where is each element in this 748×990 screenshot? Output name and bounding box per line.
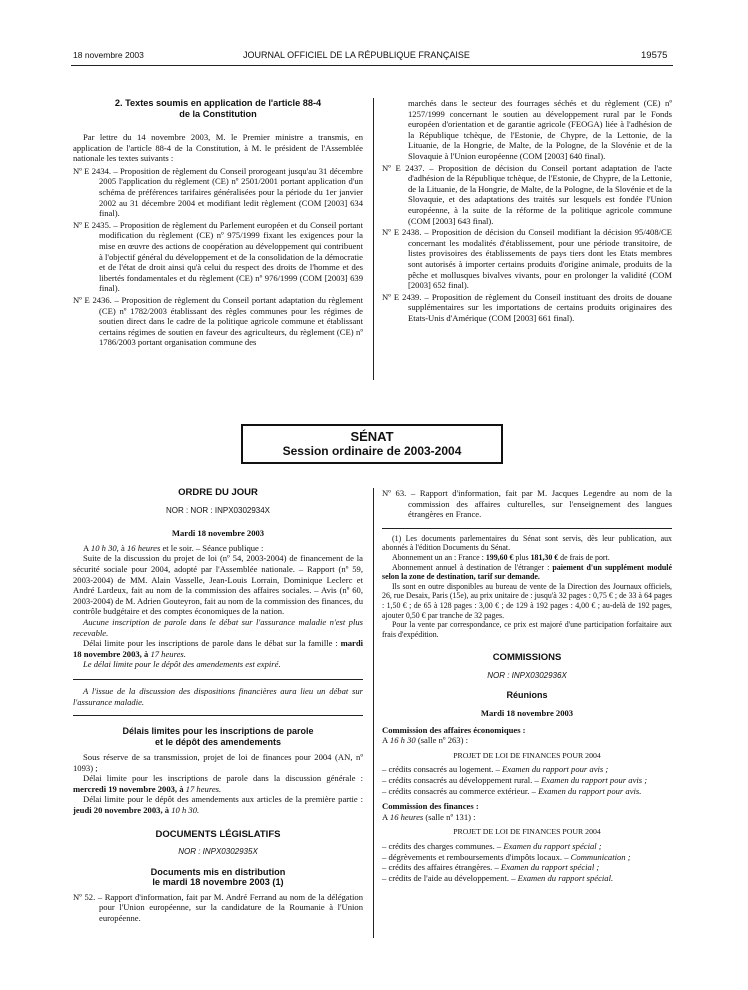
intro-paragraph: Par lettre du 14 novembre 2003, M. le Premier ministre a transmis, en application de l'article 88-4 de la Constitution, à M. le président de l'Assemblée nationale les textes suivants : <box>73 132 363 164</box>
senat-box <box>241 424 503 464</box>
journal-title: JOURNAL OFFICIEL DE LA RÉPUBLIQUE FRANÇAISE <box>243 50 470 60</box>
fin-item-degrevements: – dégrèvements et remboursements d'impôts locaux. – Communication ; <box>382 851 631 862</box>
entry-e2436: Nº E 2436. – Proposition de règlement du Conseil portant adaptation du règlement (CE) nº 1782/2003 établissant des règles communes pour les régimes de soutien direct dans le cadre de la politique agricole commune et établissant certains régimes de soutien en faveur des agriculteurs, du règlement (CE) nº 1786/2003 portant organisation commune des <box>73 294 363 348</box>
eco-schedule: A 16 h 30 (salle nº 263) : <box>382 735 468 746</box>
docs-subtitle: Documents mis en distribution le mardi 18 novembre 2003 (1) <box>150 866 286 888</box>
fin-commission-title: Commission des finances : <box>382 801 479 812</box>
entry-e2439: Nº E 2439. – Proposition de règlement du Conseil instituant des droits de douane supplémentaires sur les importations de certains produits originaires des Etats-Unis d'Amérique (COM [2003] 661 final). <box>382 291 672 323</box>
eco-item-commerce: – crédits consacrés au commerce extérieur. – Examen du rapport pour avis. <box>382 785 642 796</box>
eco-commission-title: Commission des affaires économiques : <box>382 724 526 735</box>
odj-note: A l'issue de la discussion des dispositions financières aura lieu un débat sur l'assurance maladie. <box>73 685 363 707</box>
entry-e2435: Nº E 2435. – Proposition de règlement du Parlement européen et du Conseil portant modification du règlement (CE) nº 975/1999 fixant les exigences pour la mise en œuvre des actions de coopération au développement qui contribuent à l'objectif général du développement et de la consolidation de la démocratie et de l'état de droit ainsi qu'à celui du respect des droits de l'homme et des libertés fondamentales et du règlement (CE) nº 976/1999 (COM [2003] 639 final). <box>73 219 363 294</box>
delais-paragraph-depot: Délai limite pour le dépôt des amendements aux articles de la première partie : jeudi 20 novembre 2003, à 10 h 30. <box>73 794 363 816</box>
delais-paragraph-plf: Sous réserve de sa transmission, projet de loi de finances pour 2004 (AN, nº 1093) ; <box>73 752 363 773</box>
odj-paragraph-plfss: Suite de la discussion du projet de loi (nº 54, 2003-2004) de financement de la sécurité sociale pour 2004, adopté par l'Assemblée nationale. – Rapport (nº 59, 2003-2004) de MM. Alain Vasselle, Jean-Louis Lorrain, Dominique Leclerc et André Lardeux, fait au nom de la commission des affaires sociales. – Avis (nº 60, 2003-2004) de M. Adrien Gouteyron, fait au nom de la commission des finances, du contrôle budgétaire et des comptes économiques de la nation. <box>73 553 363 617</box>
footnote-divider <box>382 528 672 529</box>
entry-e2437: Nº E 2437. – Proposition de décision du Conseil portant adaptation de l'acte d'adhésion de la République tchèque, de l'Estonie, de Chypre, de la Lettonie, de la Lituanie, de la Hongrie, de Malte, de la Pologne, de la Slovénie et de la Slovaquie, et des adaptations des traités sur lesquels est fondée l'Union européenne, à la suite de la réforme de la politique agricole commune (COM [2003] 643 final). <box>382 162 672 226</box>
footnote-abonnement-etranger: Abonnement annuel à destination de l'étranger : paiement d'un supplément modulé selon la zone de destination, tarif sur demande. <box>382 562 673 582</box>
entry-e2434: Nº E 2434. – Proposition de règlement du Conseil prorogeant jusqu'au 31 décembre 2005 l'application du règlement (CE) nº 2501/2001 portant application d'un schéma de préférences tarifaires généralisées pour la période du 1er janvier 2002 au 31 décembre 2004 et modifiant ledit règlement (COM [2003] 634 final). <box>73 165 363 219</box>
top-column-divider <box>373 98 374 380</box>
odj-paragraph-famille: Délai limite pour les inscriptions de parole dans le débat sur la famille : mardi 18 novembre 2003, à 17 heures. <box>73 638 363 659</box>
odj-nor: NOR : NOR : INPX0302934X <box>165 505 271 515</box>
delais-paragraph-discussion: Délai limite pour les inscriptions de parole dans la discussion générale : mercredi 19 novembre 2003, à 17 heures. <box>73 773 363 794</box>
lower-column-divider <box>373 488 374 938</box>
footnote-prix: Ils sont en outre disponibles au bureau de vente de la Direction des Journaux officiels, 26, rue Desaix, Paris (15e), au prix unitaire de : jusqu'à 32 pages : 0,75 € ; de 33 à 64 pages : 1,50 € ; de 65 à 128 pages : 3,00 € ; de 129 à 192 pages : 4,00 € ; au-delà de 192 pages, ajouter 0,50 € par tranche de 32 pages. <box>382 581 672 620</box>
odj-paragraph-assurance: Aucune inscription de parole dans le débat sur l'assurance maladie n'est plus recevable. <box>73 616 363 638</box>
eco-item-logement: – crédits consacrés au logement. – Examen du rapport pour avis ; <box>382 764 609 775</box>
fin-item-aide-developpement: – crédits de l'aide au développement. – Examen du rapport spécial. <box>382 872 614 883</box>
odj-paragraph-amendements: Le délai limite pour le dépôt des amendements est expiré. <box>83 659 281 670</box>
art884-title: 2. Textes soumis en application de l'article 88-4 de la Constitution <box>114 98 322 119</box>
reunions-title: Réunions <box>506 689 548 700</box>
lower-left-column <box>73 488 363 925</box>
odj-schedule: A 10 h 30, à 16 heures et le soir. – Séance publique : <box>83 542 264 553</box>
commissions-nor: NOR : INPX0302936X <box>487 670 567 680</box>
eco-plf-heading: PROJET DE LOI DE FINANCES POUR 2004 <box>453 750 601 760</box>
entry-e2436-continued: marchés dans le secteur des fourrages séchés et du règlement (CE) nº 1257/1999 concernant le soutien au développement rural par le Fonds européen d'orientation et de garantie agricole (FEOGA) liée à l'adhésion de la République tchèque, de l'Estonie, de Chypre, de la Lettonie, de la Lituanie, de la Hongrie, de Malte, de la Pologne, de la Slovénie et de la Slovaquie à l'Union européenne (COM [2003] 640 final). <box>408 98 672 161</box>
delais-title: Délais limites pour les inscriptions de parole et le dépôt des amendements <box>122 726 314 747</box>
doc-52: Nº 52. – Rapport d'information, fait par M. André Ferrand au nom de la délégation pour l'Union européenne, sur la candidature de la Roumanie à l'Union européenne. <box>73 891 363 924</box>
fin-plf-heading: PROJET DE LOI DE FINANCES POUR 2004 <box>453 827 601 837</box>
doc-63: Nº 63. – Rapport d'information, fait par M. Jacques Legendre au nom de la commission des affaires culturelles, sur l'enseignement des langues étrangères en France. <box>382 488 672 520</box>
eco-item-rural: – crédits consacrés au développement rural. – Examen du rapport pour avis ; <box>382 775 648 786</box>
header-rule <box>71 65 673 66</box>
senat-title: SÉNAT <box>350 429 394 444</box>
fin-schedule: A 16 heures (salle nº 131) : <box>382 811 476 822</box>
page-number: 19575 <box>641 50 668 61</box>
footnote-abonnement-france: Abonnement un an : France : 199,60 € plus 181,30 € de frais de port. <box>392 552 610 562</box>
session-title: Session ordinaire de 2003-2004 <box>282 444 462 458</box>
odj-title: ORDRE DU JOUR <box>178 487 258 498</box>
lower-right-column <box>382 488 672 883</box>
fin-item-charges: – crédits des charges communes. – Examen du rapport spécial ; <box>382 841 602 852</box>
odj-divider <box>73 679 363 680</box>
docs-title: DOCUMENTS LÉGISLATIFS <box>155 828 281 840</box>
footnotes <box>382 534 672 640</box>
top-right-column <box>382 98 672 324</box>
docs-nor: NOR : INPX0302935X <box>178 847 258 857</box>
odj-date: Mardi 18 novembre 2003 <box>171 528 265 539</box>
commissions-date: Mardi 18 novembre 2003 <box>480 708 574 719</box>
entry-e2438: Nº E 2438. – Proposition de décision du Conseil modifiant la décision 95/408/CE concernant les modalités d'établissement, pour une période transitoire, de listes provisoires des établissements de pays tiers dont les Etats membres sont autorisés à importer certains produits d'origine animale, produits de la pêche et mollusques bivalves vivants, pour en prolonger la validité (COM [2003] 652 final). <box>382 227 672 291</box>
delais-divider <box>73 715 363 716</box>
header-date: 18 novembre 2003 <box>73 50 144 60</box>
footnote-1: (1) Les documents parlementaires du Sénat sont servis, dès leur publication, aux abonnés à l'édition Documents du Sénat. <box>382 533 672 553</box>
footnote-correspondance: Pour la vente par correspondance, ce prix est majoré d'une participation forfaitaire aux frais d'expédition. <box>382 620 672 639</box>
top-left-column <box>73 98 363 349</box>
commissions-title: COMMISSIONS <box>492 652 562 664</box>
fin-item-affaires-etrangeres: – crédits des affaires étrangères. – Examen du rapport spécial ; <box>382 862 600 873</box>
